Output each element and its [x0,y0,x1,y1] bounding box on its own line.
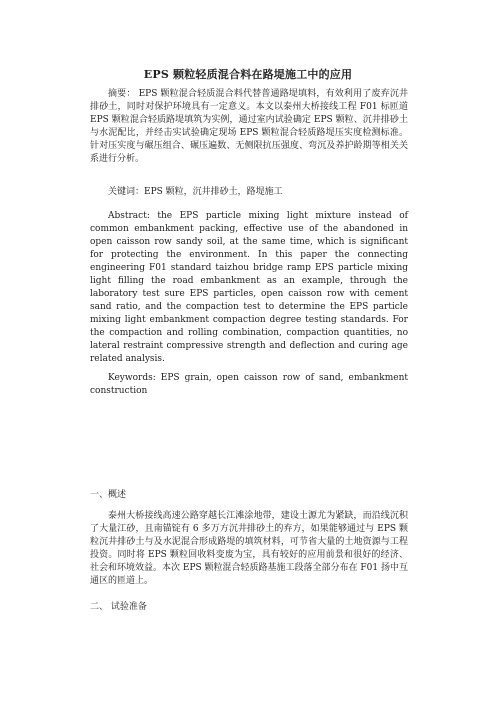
keywords-english: Keywords: EPS grain, open caisson row of sand, embankment construction [90,373,408,396]
abstract-chinese: 摘要： EPS 颗粒混合轻质混合料代替普通路堤填料，有效利用了废弃沉井排砂土，同时对保护环境具有一定意义。本文以泰州大桥接线工程 F01 标匝道 EPS 颗粒混合轻质路堤填筑为实例，通过室内试验确定 EPS 颗粒、沉井排砂土与水泥配比，并经击实试验确定现场 EPS 颗粒混合轻质路堤压实度检测标准。针对压实度与碾压组合、碾压遍数、无侧限抗压强度、弯沉及养护龄期等相关关系进行分析。 [90,89,408,164]
paper-title: EPS 颗粒轻质混合料在路堤施工中的应用 [143,68,353,81]
keywords-chinese: 关键词：EPS 颗粒，沉井排砂土，路堤施工 [108,187,283,197]
abstract-english: Abstract: the EPS particle mixing light mixture instead of common embankment packing, effective use of the abandoned in open caisson row sandy soil, at the same time, which is significant for protecting the environment. In this paper the connecting engineering F01 standard taizhou bridge ramp EPS particle mixing light filling the road embankment as an example, through the laboratory test sure EPS particles, open caisson row with cement sand ratio, and the compaction test to determine the EPS particle mixing light embankment compaction degree testing standards. For the compaction and rolling combination, compaction quantities, no lateral restraint compressive strength and deflection and curing age related analysis. [90,211,408,364]
section-2-heading: 二、 试验准备 [90,602,147,612]
section-1-body: 泰州大桥接线高速公路穿越长江滩涂地带，建设土源尤为紧缺，而沿线沉积了大量江砂，且南锚锭有 6 多万方沉井排砂土的弃方，如果能够通过与 EPS 颗粒沉井排砂土与及水泥混合形成路堤的填筑材料，可节省大量的土地资源与工程投资。同时将 EPS 颗粒回收料变废为宝，具有较好的应用前景和很好的经济、社会和环境效益。本次 EPS 颗粒混合轻质路基施工段落全部分布在 F01 扬中互通区的匝道上。 [90,511,408,586]
section-1-heading: 一、概述 [90,490,127,500]
